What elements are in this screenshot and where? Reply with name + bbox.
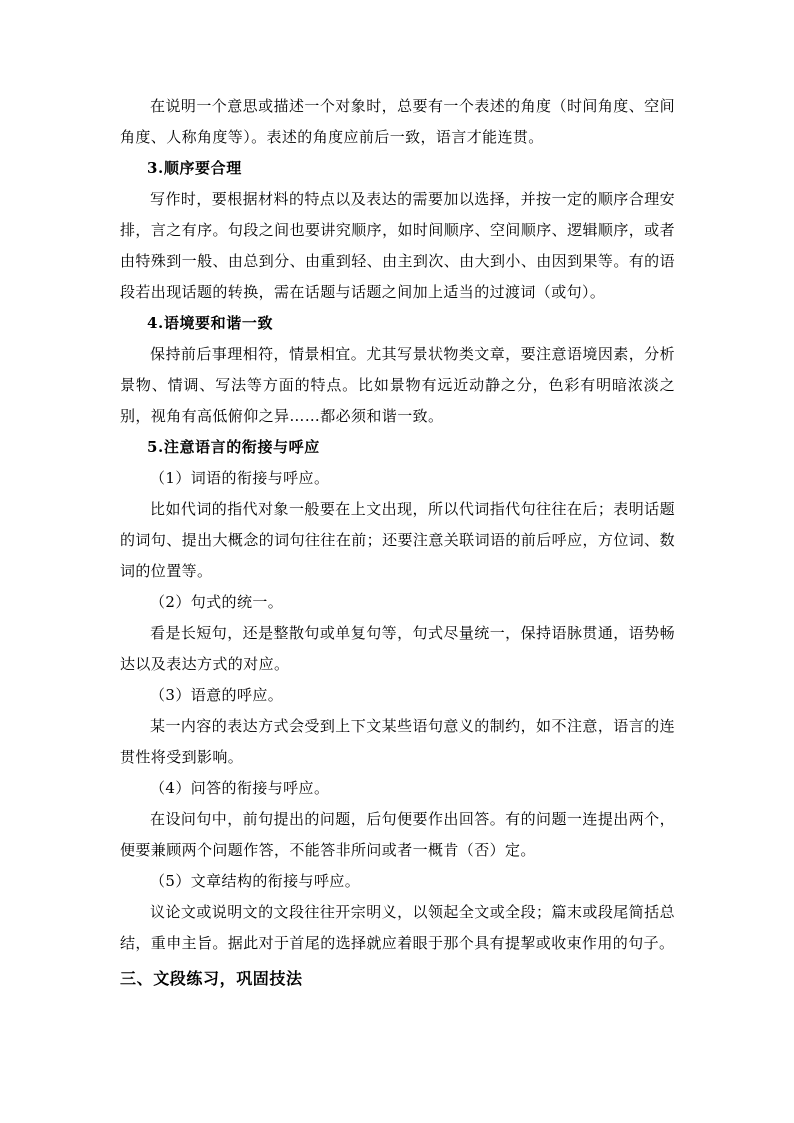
subheading-word-cohesion: （1）词语的衔接与呼应。 [150, 469, 330, 487]
subheading-structure-cohesion: （5）文章结构的衔接与呼应。 [150, 872, 361, 890]
paragraph-meaning-echo: 某一内容的表达方式会受到上下文某些语句意义的制约，如不注意，语言的连贯性将受到影响。 [120, 717, 675, 766]
subheading-sentence-unity: （2）句式的统一。 [150, 593, 284, 611]
paragraph-expression-angle: 在说明一个意思或描述一个对象时，总要有一个表述的角度（时间角度、空间角度、人称角度等）。表述的角度应前后一致，语言才能连贯。 [120, 97, 675, 146]
heading-cohesion-echo: 5.注意语言的衔接与呼应 [147, 438, 320, 456]
heading-context-harmony: 4.语境要和谐一致 [147, 314, 274, 332]
paragraph-question-answer: 在设问句中，前句提出的问题，后句便要作出回答。有的问题一连提出两个，便要兼顾两个问题作答，不能答非所问或者一概肯（否）定。 [120, 810, 675, 859]
subheading-meaning-echo: （3）语意的呼应。 [150, 686, 284, 704]
document-body [120, 91, 675, 994]
heading-order-reasonable: 3.顺序要合理 [147, 159, 242, 177]
paragraph-writing-order: 写作时，要根据材料的特点以及表达的需要加以选择，并按一定的顺序合理安排，言之有序。句段之间也要讲究顺序，如时间顺序、空间顺序、逻辑顺序，或者由特殊到一般、由总到分、由重到轻、由主到次、由大到小、由因到果等。有的语段若出现话题的转换，需在话题与话题之间加上适当的过渡词（或句）。 [120, 190, 675, 301]
paragraph-context-harmony: 保持前后事理相符，情景相宜。尤其写景状物类文章，要注意语境因素，分析景物、情调、写法等方面的特点。比如景物有远近动静之分，色彩有明暗浓淡之别，视角有高低俯仰之异……都必须和谐一致。 [120, 345, 675, 425]
paragraph-structure-cohesion: 议论文或说明文的文段往往开宗明义，以领起全文或全段；篇末或段尾简括总结，重申主旨。据此对于首尾的选择就应着眼于那个具有提挈或收束作用的句子。 [120, 903, 675, 952]
paragraph-sentence-unity: 看是长短句，还是整散句或单复句等，句式尽量统一，保持语脉贯通，语势畅达以及表达方式的对应。 [120, 624, 675, 673]
section-heading-practice: 三、文段练习，巩固技法 [120, 969, 303, 988]
paragraph-word-cohesion: 比如代词的指代对象一般要在上文出现，所以代词指代句往往在后；表明话题的词句、提出大概念的词句往往在前；还要注意关联词语的前后呼应，方位词、数词的位置等。 [120, 500, 675, 580]
subheading-question-answer: （4）问答的衔接与呼应。 [150, 779, 330, 797]
